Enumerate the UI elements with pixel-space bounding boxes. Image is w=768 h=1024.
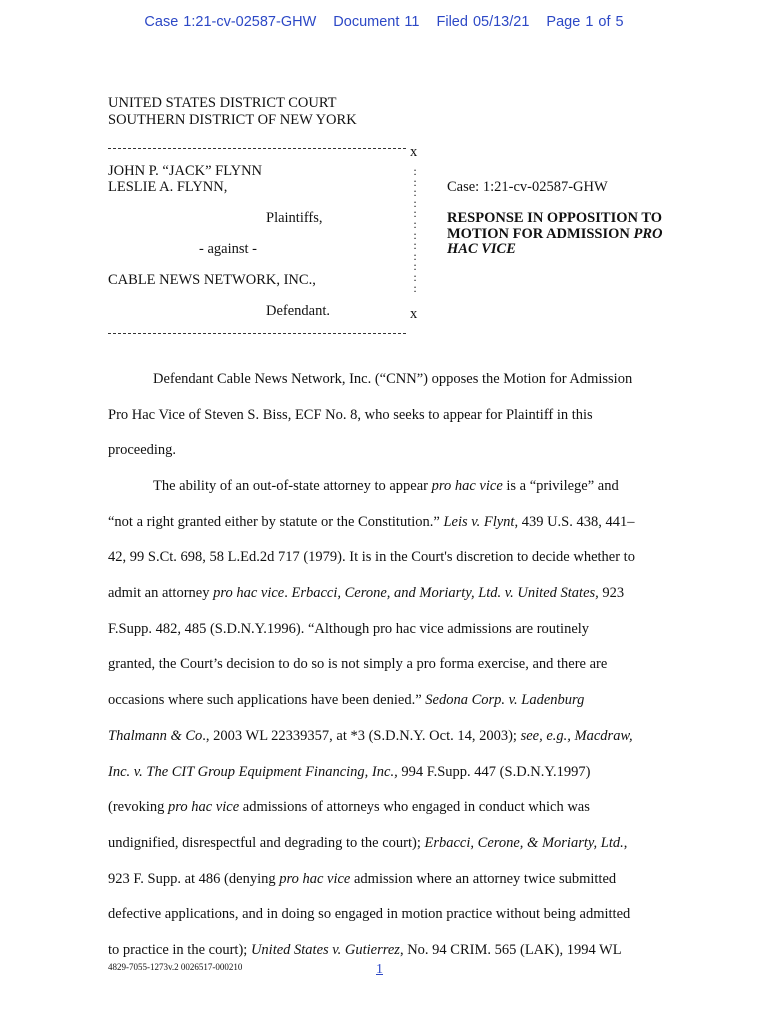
caption-x-top: x xyxy=(410,144,418,160)
caption-x-bottom: x xyxy=(410,306,418,322)
ecf-case-number: Case 1:21-cv-02587-GHW xyxy=(144,14,317,30)
document-title-line-3: HAC VICE xyxy=(447,241,516,257)
body-line: granted, the Court’s decision to do so is not simply a pro forma exercise, and there are xyxy=(108,656,608,672)
document-title-line-2: MOTION FOR ADMISSION PRO xyxy=(447,226,663,242)
plaintiffs-label: Plaintiffs, xyxy=(266,210,323,226)
page-number: 1 xyxy=(376,962,383,977)
plaintiff-name-2: LESLIE A. FLYNN, xyxy=(108,179,228,195)
body-line: The ability of an out-of-state attorney to appear pro hac vice is a “privilege” and xyxy=(153,478,619,494)
document-title-line-1: RESPONSE IN OPPOSITION TO xyxy=(447,210,663,226)
body-line: F.Supp. 482, 485 (S.D.N.Y.1996). “Although pro hac vice admissions are routinely xyxy=(108,621,590,637)
ecf-document-number: Document 11 xyxy=(333,14,420,30)
body-line: to practice in the court); United States v. Gutierrez, No. 94 CRIM. 565 (LAK), 1994 WL xyxy=(108,942,622,958)
document-id-footer: 4829-7055-1273v.2 0026517-000210 xyxy=(108,962,243,972)
caption-colon-column: : : : : : : : : : : : : xyxy=(413,164,417,295)
body-line: proceeding. xyxy=(108,442,177,458)
body-line: Defendant Cable News Network, Inc. (“CNN”) opposes the Motion for Admission xyxy=(153,371,633,387)
body-line: Pro Hac Vice of Steven S. Biss, ECF No. 8, who seeks to appear for Plaintiff in this xyxy=(108,407,593,423)
ecf-page-count: Page 1 of 5 xyxy=(546,14,624,30)
body-line: occasions where such applications have been denied.” Sedona Corp. v. Ladenburg xyxy=(108,692,585,708)
defendant-label: Defendant. xyxy=(266,303,331,319)
body-line: undignified, disrespectful and degrading to the court); Erbacci, Cerone, & Moriarty, Ltd., xyxy=(108,835,628,851)
body-line: Thalmann & Co., 2003 WL 22339357, at *3 (S.D.N.Y. Oct. 14, 2003); see, e.g., Macdraw, xyxy=(108,728,633,744)
court-name-line-1: UNITED STATES DISTRICT COURT xyxy=(108,95,337,111)
case-number: Case: 1:21-cv-02587-GHW xyxy=(447,179,608,195)
against-label: - against - xyxy=(199,241,257,257)
body-line: admit an attorney pro hac vice. Erbacci, Cerone, and Moriarty, Ltd. v. United States, 923 xyxy=(108,585,625,601)
body-line: Inc. v. The CIT Group Equipment Financing, Inc., 994 F.Supp. 447 (S.D.N.Y.1997) xyxy=(108,764,591,780)
court-name-line-2: SOUTHERN DISTRICT OF NEW YORK xyxy=(108,112,357,128)
body-line: “not a right granted either by statute or the Constitution.” Leis v. Flynt, 439 U.S. 438, 441– xyxy=(108,514,635,530)
caption-top-rule xyxy=(108,148,406,149)
body-line: 42, 99 S.Ct. 698, 58 L.Ed.2d 717 (1979). It is in the Court's discretion to decide whether to xyxy=(108,549,635,565)
defendant-name: CABLE NEWS NETWORK, INC., xyxy=(108,272,316,288)
body-line: defective applications, and in doing so engaged in motion practice without being admitted xyxy=(108,906,631,922)
body-line: 923 F. Supp. at 486 (denying pro hac vice admission where an attorney twice submitted xyxy=(108,871,617,887)
body-line: (revoking pro hac vice admissions of attorneys who engaged in conduct which was xyxy=(108,799,590,815)
caption-bottom-rule xyxy=(108,333,406,334)
plaintiff-name-1: JOHN P. “JACK” FLYNN xyxy=(108,163,263,179)
ecf-filed-date: Filed 05/13/21 xyxy=(436,14,530,30)
ecf-header-stamp xyxy=(0,14,768,30)
